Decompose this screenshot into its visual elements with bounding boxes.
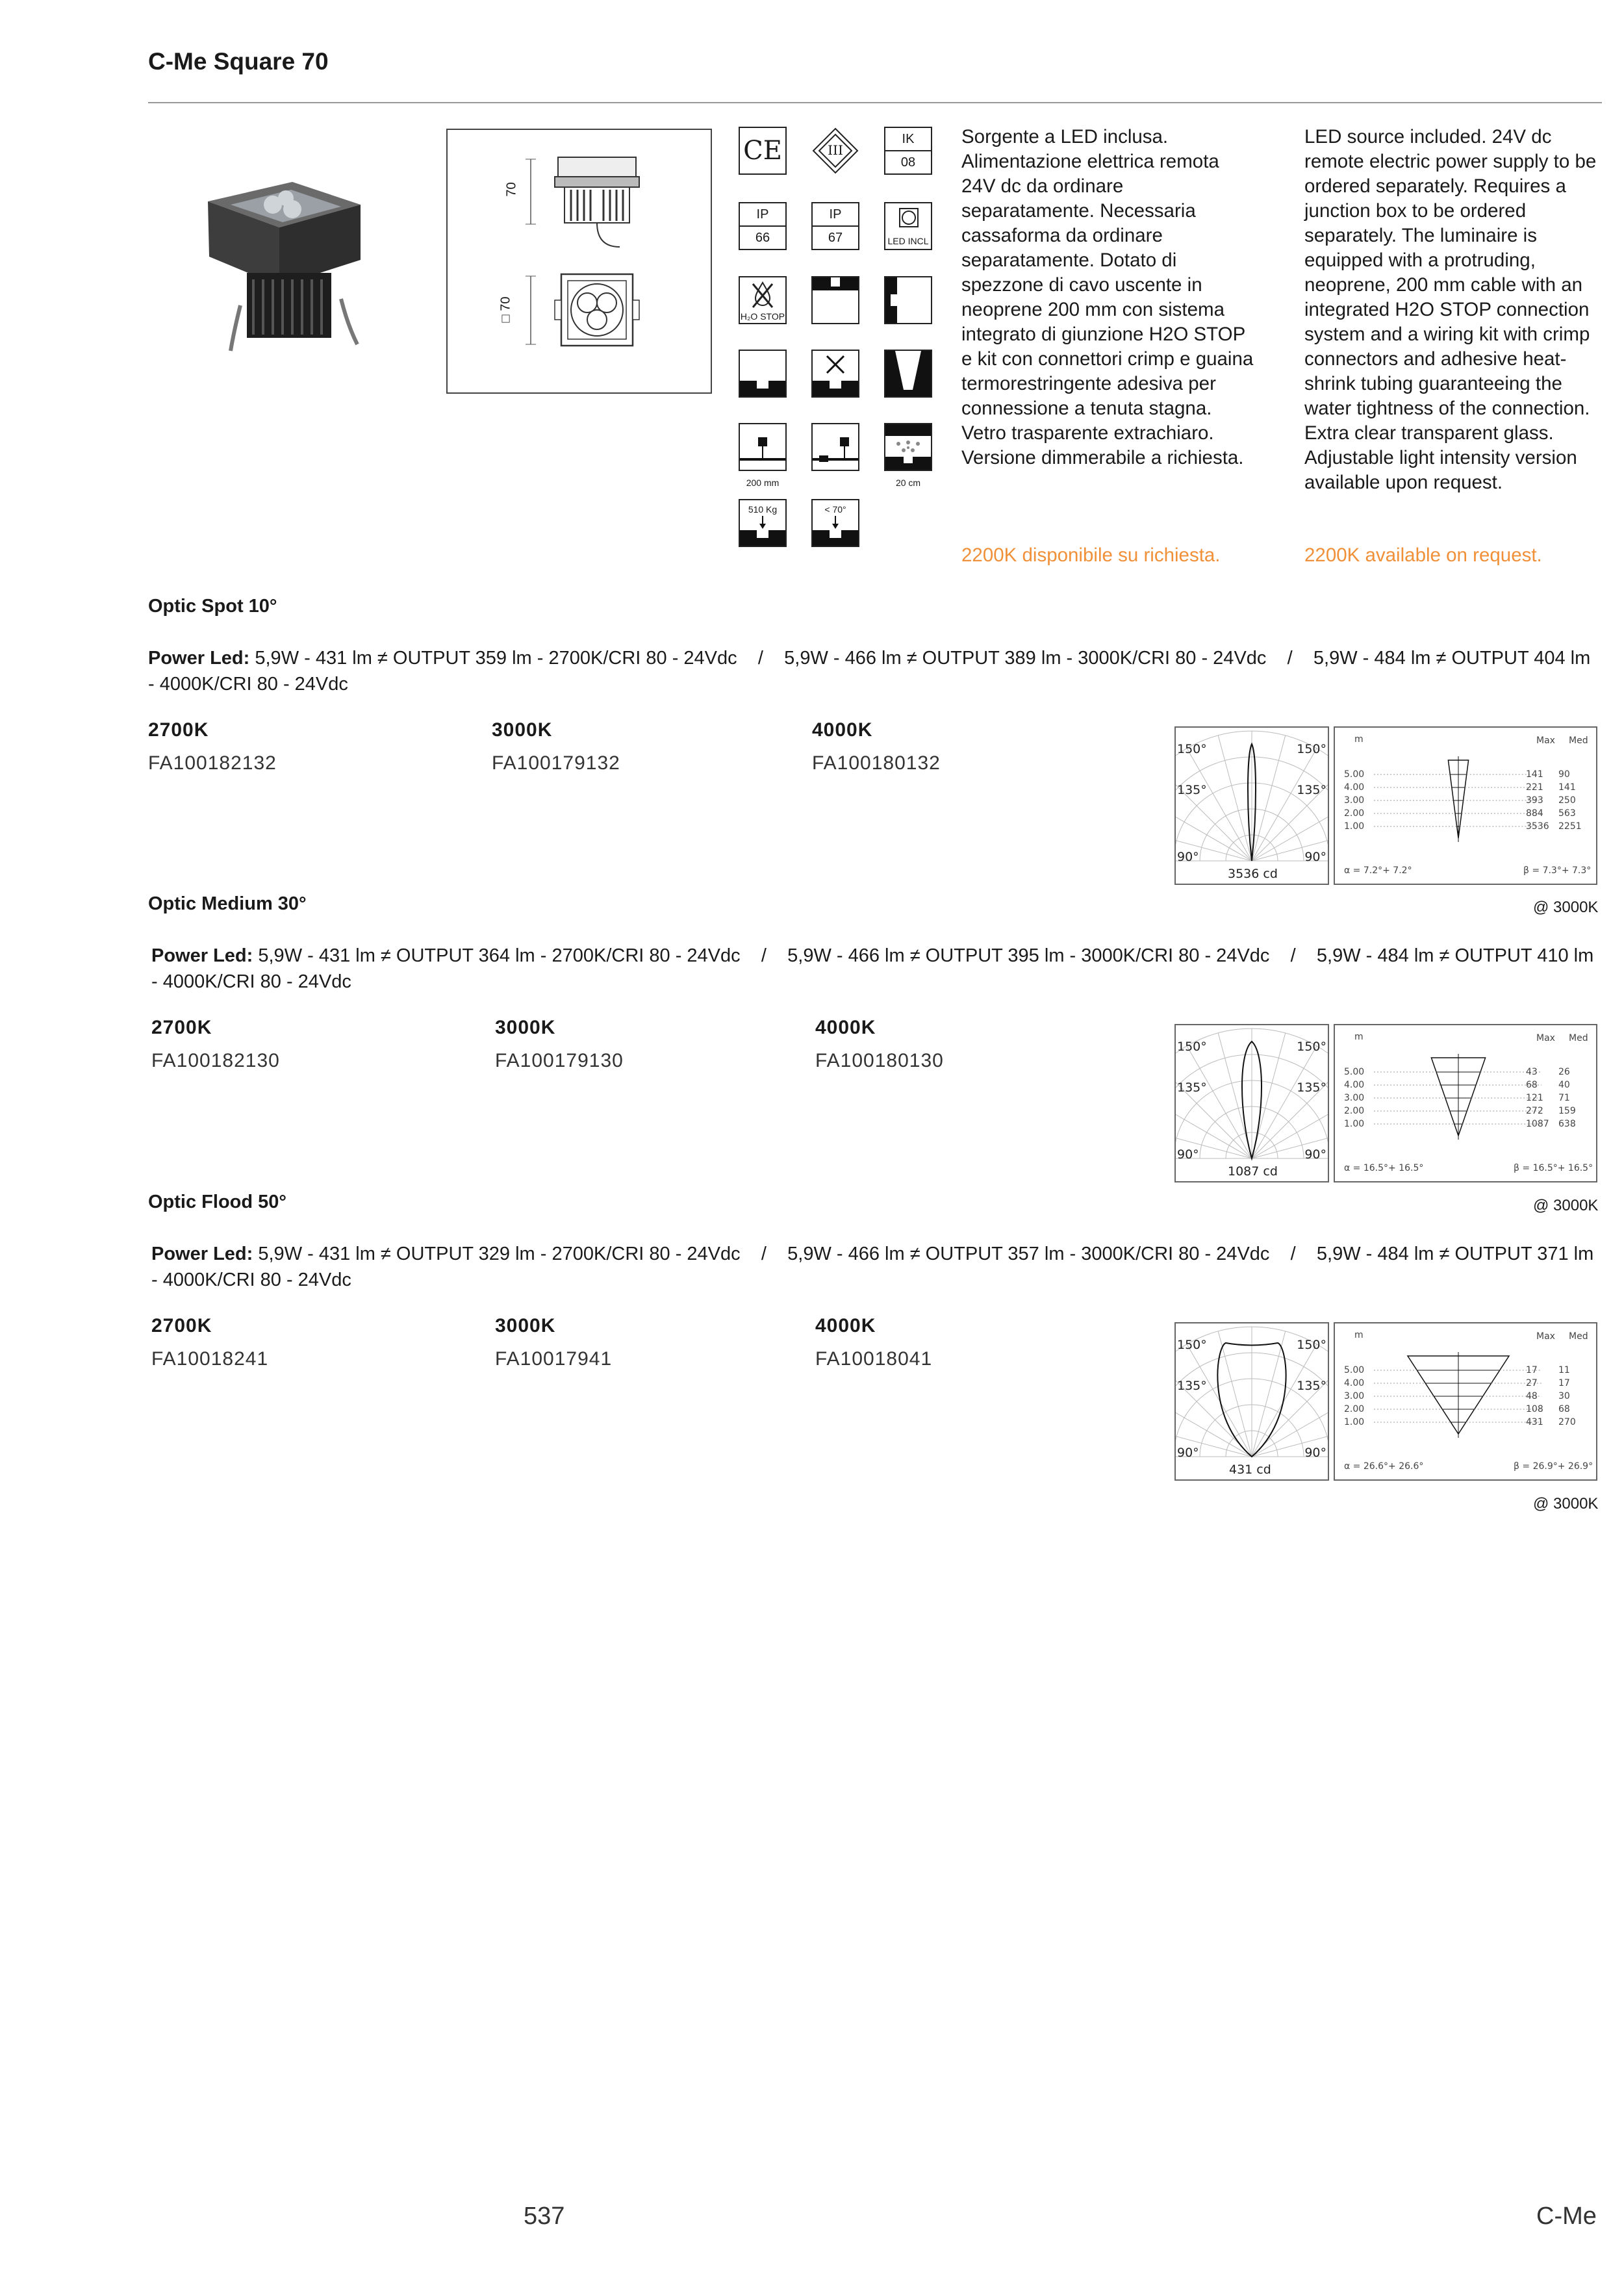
polar-max-cd: 431 cd	[1229, 1463, 1271, 1477]
power-led-text: 5,9W - 431 lm ≠ OUTPUT 364 lm - 2700K/CRI 80 - 24Vdc / 5,9W - 466 lm ≠ OUTPUT 395 lm - 3000K/CRI 80 - 24Vdc / 5,9W - 484 lm ≠ OUTPUT 410 lm - 4000K/CRI 80 - 24Vdc	[151, 945, 1599, 992]
illuminance-table-flood: m Max Med 5.00 17 11 4.00 27 17 3.00 48 30 2.00 108 68 1.00 431 270 α = 26.6°+ 26.6° β = 26.9°+ 26.9°	[1334, 1322, 1597, 1481]
power-led-text: 5,9W - 431 lm ≠ OUTPUT 359 lm - 2700K/CRI 80 - 24Vdc / 5,9W - 466 lm ≠ OUTPUT 389 lm - 3000K/CRI 80 - 24Vdc / 5,9W - 484 lm ≠ OUTPUT 404 lm - 4000K/CRI 80 - 24Vdc	[148, 648, 1596, 695]
header-3000k: 3000K	[495, 1315, 556, 1336]
optic-medium-title: Optic Medium 30°	[148, 893, 307, 914]
wall-mount-icon	[884, 276, 932, 324]
header-divider	[148, 102, 1602, 103]
code-2700k: FA10018241	[151, 1348, 269, 1370]
header-2700k: 2700K	[148, 719, 209, 741]
header-2700k: 2700K	[151, 1315, 212, 1336]
light-beam-icon	[884, 350, 932, 398]
code-3000k: FA100179130	[495, 1050, 624, 1071]
polar-max-cd: 1087 cd	[1228, 1164, 1278, 1179]
page-title: C-Me Square 70	[148, 48, 329, 75]
h2o-stop-icon: H₂O STOP	[739, 276, 787, 324]
cable-length-label: 200 mm	[746, 478, 780, 488]
no-cover-icon	[811, 350, 859, 398]
description-english: LED source included. 24V dc remote electric power supply to be ordered separately. Requires a junction box to be ordered separately. The luminaire is equipped with a protruding, neoprene, 200 mm cable with an integrated H2O STOP connection system and a wiring kit with crimp connectors and adhesive heat-shrink tubing guaranteeing the water tightness of the connection. Extra clear transparent glass. Adjustable light intensity version available upon request.	[1304, 126, 1597, 493]
optic-spot-power	[148, 645, 1600, 697]
footer-brand: C-Me	[1536, 2203, 1597, 2230]
technical-drawing	[446, 129, 712, 394]
led-included-icon: LED INCL	[884, 202, 932, 250]
ip66-icon: IP 66	[739, 202, 787, 250]
polar-diagram-medium: 150° 150° 135° 135° 90° 90° 1087 cd	[1174, 1024, 1329, 1182]
floor-install-icon	[739, 350, 787, 398]
polar-max-cd: 3536 cd	[1228, 867, 1278, 881]
ip67-icon: IP 67	[811, 202, 859, 250]
power-led-text: 5,9W - 431 lm ≠ OUTPUT 329 lm - 2700K/CRI 80 - 24Vdc / 5,9W - 466 lm ≠ OUTPUT 357 lm - 3000K/CRI 80 - 24Vdc / 5,9W - 484 lm ≠ OUTPUT 371 lm - 4000K/CRI 80 - 24Vdc	[151, 1244, 1599, 1290]
load-icon: 510 Kg	[739, 499, 787, 547]
power-led-label: Power Led:	[151, 945, 253, 966]
ik08-icon: IK 08	[884, 127, 932, 175]
polar-angle-90-right: 90°	[1304, 850, 1326, 864]
illuminance-rows: 5.00 43 26 4.00 68 40 3.00 121 71 2.00 272 159 1.00 1087 638	[1344, 1067, 1576, 1129]
power-led-label: Power Led:	[151, 1244, 253, 1264]
code-4000k: FA10018041	[815, 1348, 933, 1370]
optic-spot-title: Optic Spot 10°	[148, 596, 277, 617]
description-italian: Sorgente a LED inclusa. Alimentazione elettrica remota 24V dc da ordinare separatamente. Necessaria cassaforma da ordinare separatamente. Dotato di spezzone di cavo uscente in neoprene 200 mm con sistema integrato di giunzione H2O STOP e kit con connettori crimp e guaina termorestringente adesiva per connessione a tenuta stagna. Vetro trasparente extrachiaro. Versione dimmerabile a richiesta.	[961, 126, 1254, 468]
ce-mark-icon: CE	[739, 127, 787, 175]
header-3000k: 3000K	[492, 719, 553, 741]
polar-angle-135-left: 135°	[1177, 783, 1207, 797]
header-4000k: 4000K	[815, 1315, 876, 1336]
note-italian: 2200K disponibile su richiesta.	[961, 544, 1221, 566]
optic-flood-title: Optic Flood 50°	[148, 1192, 286, 1212]
code-4000k: FA100180132	[812, 752, 941, 774]
optic-medium-power	[151, 943, 1600, 995]
class-iii-icon: III	[811, 127, 859, 175]
dimension-height: 70	[504, 182, 519, 197]
code-2700k: FA100182132	[148, 752, 277, 774]
power-led-label: Power Led:	[148, 648, 250, 669]
header-3000k: 3000K	[495, 1017, 556, 1038]
dimension-square: □ 70	[498, 296, 513, 323]
code-3000k: FA100179132	[492, 752, 620, 774]
header-2700k: 2700K	[151, 1017, 212, 1038]
page-number: 537	[524, 2203, 565, 2230]
code-4000k: FA100180130	[815, 1050, 944, 1071]
code-2700k: FA100182130	[151, 1050, 280, 1071]
code-3000k: FA10017941	[495, 1348, 613, 1370]
polar-angle-90-left: 90°	[1177, 850, 1199, 864]
illuminance-rows: 5.00 17 11 4.00 27 17 3.00 48 30 2.00 108 68 1.00 431 270	[1344, 1365, 1576, 1427]
product-photo	[195, 175, 377, 364]
polar-diagram-spot	[1174, 726, 1329, 885]
distance-icon	[884, 423, 932, 471]
optic-medium-at-3000k: @ 3000K	[1533, 1197, 1599, 1214]
illuminance-table-medium: m Max Med 5.00 43 26 4.00 68 40 3.00 121 71 2.00 272 159 1.00 1087 638 α = 16.5°+ 16.5° β = 16.5°+ 16.5°	[1334, 1024, 1597, 1182]
polar-angle-135-right: 135°	[1297, 783, 1326, 797]
header-4000k: 4000K	[815, 1017, 876, 1038]
illuminance-table-spot: m Max Med 5.00 141 90 4.00 221 141 3.00 393 250 2.00 884 563 1.00 3536 2251 α = 7.2°+ 7.2° β = 7.3°+ 7.3°	[1334, 726, 1597, 885]
optic-flood-at-3000k: @ 3000K	[1533, 1495, 1599, 1513]
header-4000k: 4000K	[812, 719, 873, 741]
polar-diagram-flood: 150° 150° 135° 135° 90° 90° 431 cd	[1174, 1322, 1329, 1481]
tilt-angle-icon: < 70°	[811, 499, 859, 547]
recessed-ground-icon	[811, 276, 859, 324]
note-english: 2200K available on request.	[1304, 544, 1542, 566]
distance-label: 20 cm	[895, 478, 921, 488]
junction-icon	[811, 423, 859, 471]
optic-flood-power	[151, 1241, 1600, 1293]
polar-angle-150-left: 150°	[1177, 742, 1207, 756]
cable-length-icon	[739, 423, 787, 471]
polar-angle-150-right: 150°	[1297, 742, 1326, 756]
illuminance-rows: 5.00 141 90 4.00 221 141 3.00 393 250 2.00 884 563 1.00 3536 2251	[1344, 769, 1582, 832]
optic-spot-at-3000k: @ 3000K	[1533, 899, 1599, 916]
